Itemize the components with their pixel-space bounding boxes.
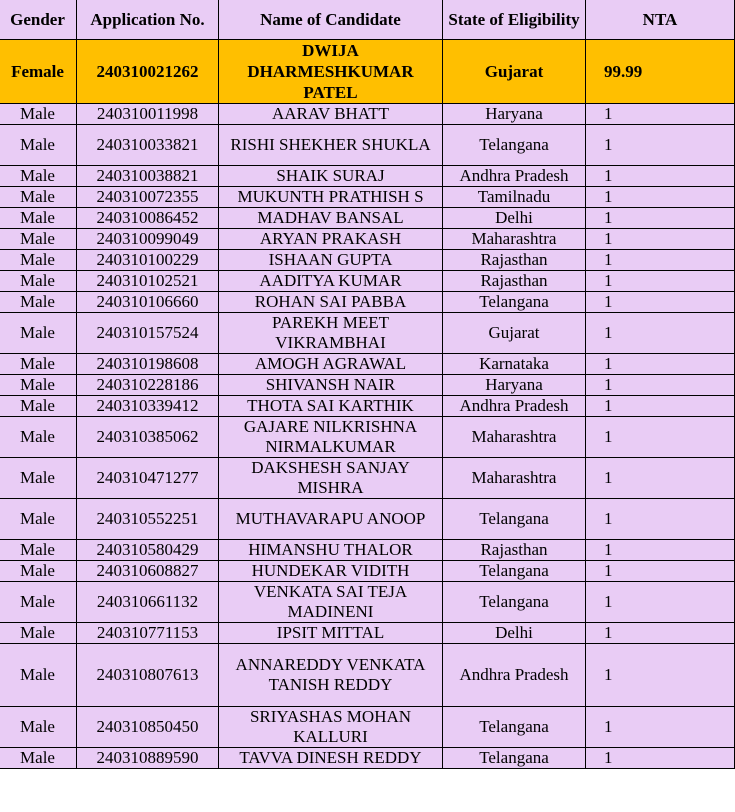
cell-state: Rajasthan xyxy=(443,250,586,271)
cell-application-no: 240310580429 xyxy=(77,540,219,561)
cell-application-no: 240310011998 xyxy=(77,104,219,125)
cell-application-no: 240310106660 xyxy=(77,292,219,313)
table-row xyxy=(0,375,735,396)
cell-nta-score: 1 xyxy=(586,707,735,748)
cell-state: Karnataka xyxy=(443,354,586,375)
header-gender: Gender xyxy=(0,0,77,40)
cell-candidate-name: SHAIK SURAJ xyxy=(219,166,443,187)
table-row xyxy=(0,707,735,748)
cell-application-no: 240310099049 xyxy=(77,229,219,250)
cell-candidate-name: THOTA SAI KARTHIK xyxy=(219,396,443,417)
cell-state: Telangana xyxy=(443,499,586,540)
cell-candidate-name: ARYAN PRAKASH xyxy=(219,229,443,250)
cell-state: Delhi xyxy=(443,208,586,229)
cell-gender: Male xyxy=(0,187,77,208)
cell-candidate-name: MADHAV BANSAL xyxy=(219,208,443,229)
cell-state: Telangana xyxy=(443,125,586,166)
header-candidate-name: Name of Candidate xyxy=(219,0,443,40)
cell-application-no: 240310807613 xyxy=(77,644,219,707)
cell-gender: Male xyxy=(0,623,77,644)
cell-state: Telangana xyxy=(443,561,586,582)
cell-gender: Male xyxy=(0,250,77,271)
cell-nta-score: 1 xyxy=(586,271,735,292)
cell-gender: Male xyxy=(0,271,77,292)
cell-state: Andhra Pradesh xyxy=(443,166,586,187)
cell-application-no: 240310385062 xyxy=(77,417,219,458)
header-state: State of Eligibility xyxy=(443,0,586,40)
table-row xyxy=(0,250,735,271)
cell-gender: Male xyxy=(0,104,77,125)
cell-application-no: 240310471277 xyxy=(77,458,219,499)
cell-candidate-name: HUNDEKAR VIDITH xyxy=(219,561,443,582)
cell-candidate-name: MUKUNTH PRATHISH S xyxy=(219,187,443,208)
cell-state: Andhra Pradesh xyxy=(443,396,586,417)
cell-state: Haryana xyxy=(443,375,586,396)
cell-application-no: 240310021262 xyxy=(77,40,219,104)
cell-state: Delhi xyxy=(443,623,586,644)
cell-application-no: 240310157524 xyxy=(77,313,219,354)
header-nta-score: NTA xyxy=(586,0,735,40)
cell-application-no: 240310889590 xyxy=(77,748,219,769)
cell-application-no: 240310228186 xyxy=(77,375,219,396)
table-body xyxy=(0,40,735,769)
cell-state: Telangana xyxy=(443,582,586,623)
cell-application-no: 240310102521 xyxy=(77,271,219,292)
cell-nta-score: 1 xyxy=(586,540,735,561)
cell-nta-score: 1 xyxy=(586,354,735,375)
cell-gender: Male xyxy=(0,417,77,458)
cell-application-no: 240310608827 xyxy=(77,561,219,582)
cell-state: Maharashtra xyxy=(443,417,586,458)
table-row xyxy=(0,644,735,707)
cell-gender: Male xyxy=(0,396,77,417)
cell-state: Rajasthan xyxy=(443,540,586,561)
cell-application-no: 240310339412 xyxy=(77,396,219,417)
cell-gender: Male xyxy=(0,540,77,561)
cell-candidate-name: ISHAAN GUPTA xyxy=(219,250,443,271)
cell-gender: Female xyxy=(0,40,77,104)
table-row xyxy=(0,458,735,499)
cell-gender: Male xyxy=(0,644,77,707)
cell-gender: Male xyxy=(0,125,77,166)
table-row xyxy=(0,313,735,354)
cell-state: Andhra Pradesh xyxy=(443,644,586,707)
cell-nta-score: 1 xyxy=(586,229,735,250)
table-row xyxy=(0,561,735,582)
cell-nta-score: 1 xyxy=(586,125,735,166)
table-row xyxy=(0,187,735,208)
header-application-no: Application No. xyxy=(77,0,219,40)
cell-gender: Male xyxy=(0,313,77,354)
table-row xyxy=(0,396,735,417)
cell-state: Gujarat xyxy=(443,40,586,104)
cell-candidate-name: PAREKH MEET VIKRAMBHAI xyxy=(219,313,443,354)
cell-nta-score: 1 xyxy=(586,623,735,644)
header-row xyxy=(0,0,735,40)
cell-nta-score: 1 xyxy=(586,458,735,499)
cell-gender: Male xyxy=(0,166,77,187)
cell-application-no: 240310033821 xyxy=(77,125,219,166)
table-row xyxy=(0,229,735,250)
table-row xyxy=(0,540,735,561)
table-row xyxy=(0,582,735,623)
cell-nta-score: 1 xyxy=(586,313,735,354)
cell-candidate-name: RISHI SHEKHER SHUKLA xyxy=(219,125,443,166)
cell-gender: Male xyxy=(0,208,77,229)
cell-state: Telangana xyxy=(443,748,586,769)
table-row xyxy=(0,40,735,104)
cell-nta-score: 1 xyxy=(586,250,735,271)
cell-nta-score: 99.99 xyxy=(586,40,735,104)
cell-nta-score: 1 xyxy=(586,292,735,313)
cell-gender: Male xyxy=(0,354,77,375)
cell-state: Telangana xyxy=(443,292,586,313)
cell-candidate-name: AMOGH AGRAWAL xyxy=(219,354,443,375)
cell-application-no: 240310552251 xyxy=(77,499,219,540)
cell-nta-score: 1 xyxy=(586,748,735,769)
cell-candidate-name: HIMANSHU THALOR xyxy=(219,540,443,561)
table-row xyxy=(0,292,735,313)
cell-gender: Male xyxy=(0,748,77,769)
cell-application-no: 240310771153 xyxy=(77,623,219,644)
cell-nta-score: 1 xyxy=(586,208,735,229)
cell-nta-score: 1 xyxy=(586,375,735,396)
cell-gender: Male xyxy=(0,292,77,313)
cell-gender: Male xyxy=(0,582,77,623)
cell-candidate-name: MUTHAVARAPU ANOOP xyxy=(219,499,443,540)
cell-candidate-name: ANNAREDDY VENKATA TANISH REDDY xyxy=(219,644,443,707)
cell-nta-score: 1 xyxy=(586,582,735,623)
table-row xyxy=(0,499,735,540)
cell-state: Gujarat xyxy=(443,313,586,354)
table-row xyxy=(0,271,735,292)
cell-nta-score: 1 xyxy=(586,499,735,540)
cell-nta-score: 1 xyxy=(586,561,735,582)
cell-gender: Male xyxy=(0,458,77,499)
cell-state: Rajasthan xyxy=(443,271,586,292)
cell-application-no: 240310038821 xyxy=(77,166,219,187)
cell-gender: Male xyxy=(0,499,77,540)
cell-candidate-name: DWIJA DHARMESHKUMAR PATEL xyxy=(219,40,443,104)
cell-gender: Male xyxy=(0,375,77,396)
cell-state: Maharashtra xyxy=(443,458,586,499)
cell-state: Tamilnadu xyxy=(443,187,586,208)
cell-nta-score: 1 xyxy=(586,417,735,458)
cell-candidate-name: AADITYA KUMAR xyxy=(219,271,443,292)
cell-application-no: 240310072355 xyxy=(77,187,219,208)
cell-nta-score: 1 xyxy=(586,396,735,417)
table-row xyxy=(0,104,735,125)
cell-gender: Male xyxy=(0,707,77,748)
cell-candidate-name: TAVVA DINESH REDDY xyxy=(219,748,443,769)
table-row xyxy=(0,208,735,229)
cell-nta-score: 1 xyxy=(586,166,735,187)
cell-candidate-name: GAJARE NILKRISHNA NIRMALKUMAR xyxy=(219,417,443,458)
table-row xyxy=(0,417,735,458)
cell-candidate-name: SRIYASHAS MOHAN KALLURI xyxy=(219,707,443,748)
table-row xyxy=(0,748,735,769)
cell-candidate-name: ROHAN SAI PABBA xyxy=(219,292,443,313)
cell-application-no: 240310850450 xyxy=(77,707,219,748)
cell-candidate-name: DAKSHESH SANJAY MISHRA xyxy=(219,458,443,499)
cell-state: Haryana xyxy=(443,104,586,125)
cell-application-no: 240310198608 xyxy=(77,354,219,375)
cell-nta-score: 1 xyxy=(586,187,735,208)
table-row xyxy=(0,354,735,375)
cell-state: Telangana xyxy=(443,707,586,748)
table-row xyxy=(0,125,735,166)
table-row xyxy=(0,623,735,644)
cell-application-no: 240310661132 xyxy=(77,582,219,623)
cell-gender: Male xyxy=(0,561,77,582)
cell-candidate-name: AARAV BHATT xyxy=(219,104,443,125)
table-row xyxy=(0,166,735,187)
cell-candidate-name: IPSIT MITTAL xyxy=(219,623,443,644)
cell-nta-score: 1 xyxy=(586,644,735,707)
cell-candidate-name: SHIVANSH NAIR xyxy=(219,375,443,396)
cell-gender: Male xyxy=(0,229,77,250)
cell-application-no: 240310100229 xyxy=(77,250,219,271)
cell-candidate-name: VENKATA SAI TEJA MADINENI xyxy=(219,582,443,623)
cell-nta-score: 1 xyxy=(586,104,735,125)
cell-state: Maharashtra xyxy=(443,229,586,250)
cell-application-no: 240310086452 xyxy=(77,208,219,229)
